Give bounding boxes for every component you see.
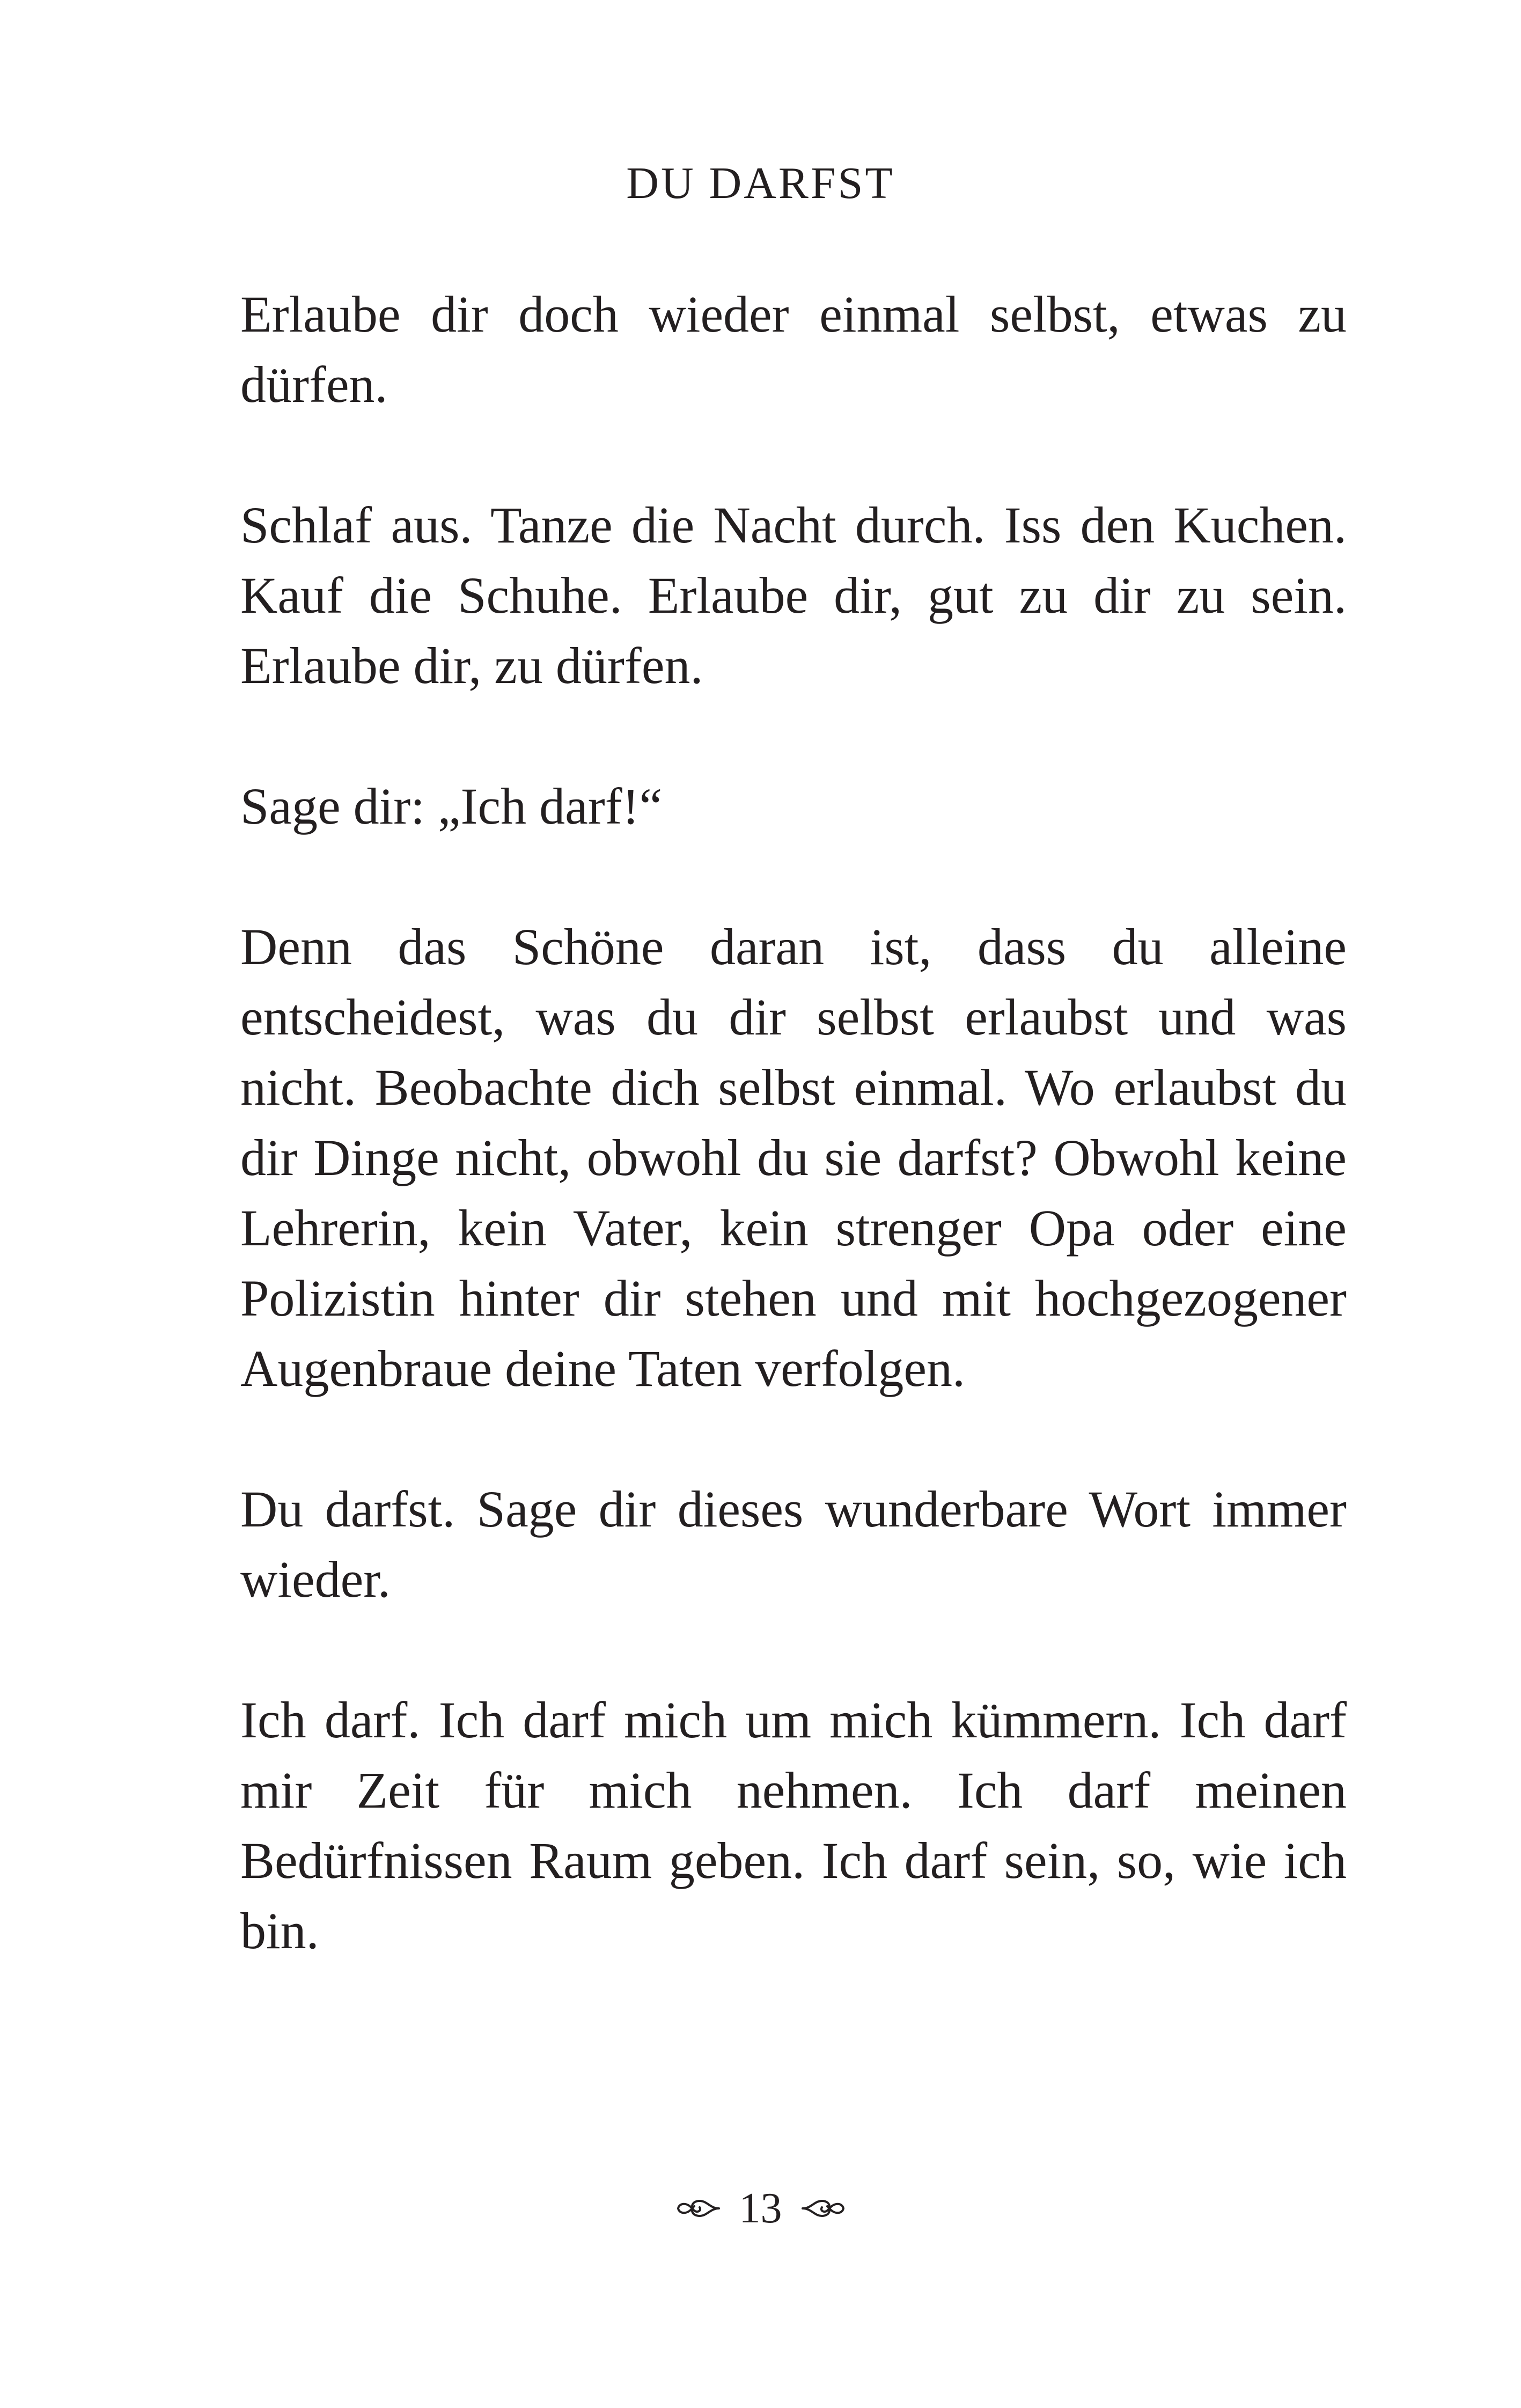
body-text	[240, 279, 1347, 1966]
page-number: 13	[739, 2184, 782, 2232]
paragraph: Du darfst. Sage dir dieses wunderbare Wort immer wieder.	[240, 1480, 1347, 1608]
paragraph: Sage dir: „Ich darf!“	[240, 777, 663, 835]
page-footer	[0, 2183, 1521, 2230]
paragraph: Denn das Schöne daran ist, dass du alleine entscheidest, was du dir selbst erlaubst und was nicht. Beobachte dich selbst einmal. Wo erlaubst du dir Dinge nicht, obwohl du sie darfst? Obwohl keine Lehrerin, kein Vater, kein strenger Opa oder eine Polizistin hinter dir stehen und mit hochgezogener Augenbraue deine Taten verfolgen.	[240, 918, 1347, 1397]
running-title: DU DARFST	[626, 158, 895, 208]
paragraph: Erlaube dir doch wieder einmal selbst, etwas zu dürfen.	[240, 285, 1347, 413]
left-flourish-icon	[676, 2194, 721, 2222]
right-flourish-icon	[800, 2194, 846, 2222]
paragraph: Ich darf. Ich darf mich um mich kümmern. Ich darf mir Zeit für mich nehmen. Ich darf meinen Bedürfnissen Raum geben. Ich darf sein, so, wie ich bin.	[240, 1691, 1347, 1959]
paragraph: Schlaf aus. Tanze die Nacht durch. Iss den Kuchen. Kauf die Schuhe. Erlaube dir, gut zu dir zu sein. Erlaube dir, zu dürfen.	[240, 496, 1347, 694]
